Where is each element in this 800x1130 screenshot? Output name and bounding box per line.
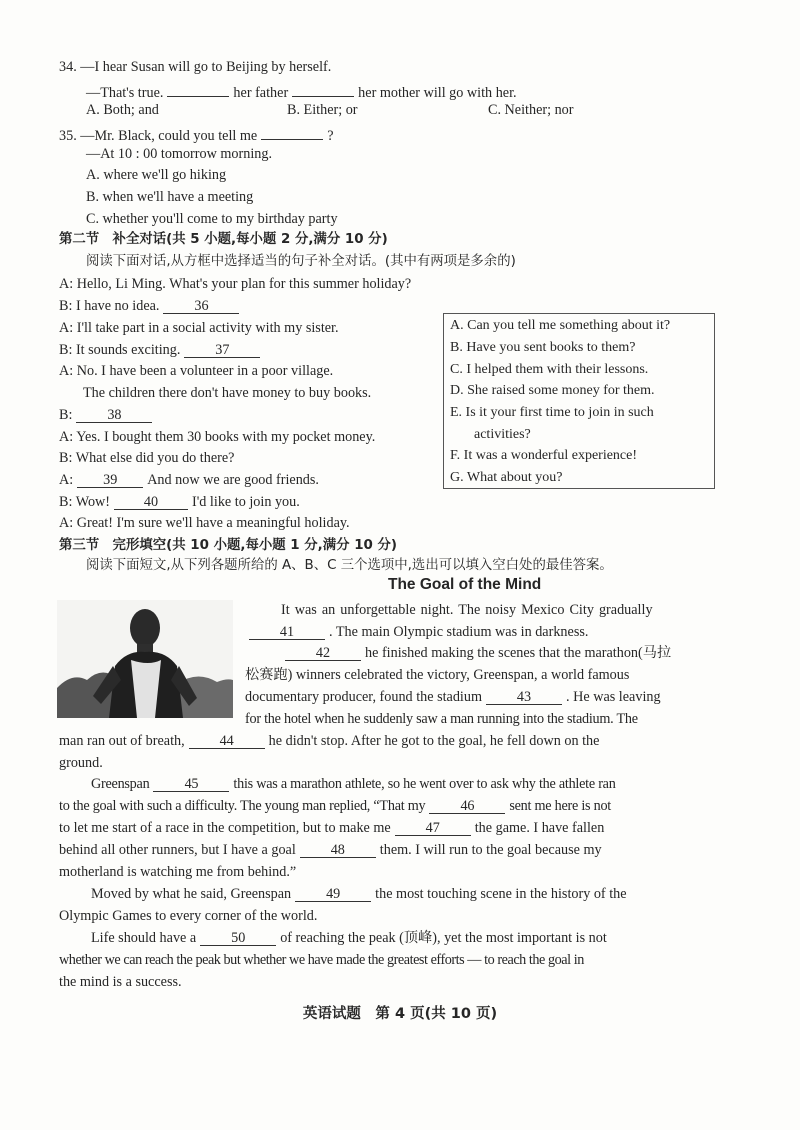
dialogue-line-4: B: It sounds exciting. 37 [59,341,264,359]
dialogue-line-3: A: I'll take part in a social activity with my sister. [59,320,339,336]
passage-line: Olympic Games to every corner of the world. [59,908,318,924]
q34-option-c: C. Neither; nor [488,102,574,118]
blank-50: 50 [200,929,276,946]
q35-reply: —At 10 : 00 tomorrow morning. [86,146,273,162]
dialogue-line-2: B: I have no idea. 36 [59,297,243,315]
passage-line: man ran out of breath, 44 he didn't stop. After he got to the goal, he fell down on the [59,733,600,749]
q34-blank-1 [167,80,229,97]
dialogue-line-5: A: No. I have been a volunteer in a poor village. [59,363,334,379]
blank-36: 36 [163,297,239,314]
q34-option-a: A. Both; and [86,102,159,118]
dialogue-line-8: A: Yes. I bought them 30 books with my pocket money. [59,429,376,445]
dialogue-line-1: A: Hello, Li Ming. What's your plan for this summer holiday? [59,276,412,292]
q34-stem: 34. —I hear Susan will go to Beijing by herself. [59,59,332,75]
section3-instruction: 阅读下面短文,从下列各题所给的 A、B、C 三个选项中,选出可以填入空白处的最佳答案。 [86,558,613,573]
passage-line: 41 . The main Olympic stadium was in darkness. [245,623,588,641]
passage-line: Moved by what he said, Greenspan 49 the most touching scene in the history of the [91,886,627,902]
blank-45: 45 [153,775,229,792]
blank-41: 41 [249,623,325,640]
passage-line: It was an unforgettable night. The noisy Mexico City gradually [281,602,653,618]
dialogue-line-6: The children there don't have money to buy books. [83,385,372,401]
passage-line: to let me start of a race in the competition, but to make me 47 the game. I have fallen [59,820,605,836]
q34-option-b: B. Either; or [287,102,358,118]
q34-blank-2 [292,80,354,97]
q35-option-b: B. when we'll have a meeting [86,189,254,205]
blank-39: 39 [77,471,143,488]
passage-line: 松赛跑) winners celebrated the victory, Greenspan, a world famous [245,667,630,683]
blank-38: 38 [76,406,152,423]
option-b: B. Have you sent books to them? [450,340,636,355]
blank-47: 47 [395,819,471,836]
dialogue-line-10: A: 39 And now we are good friends. [59,472,319,488]
passage-title: The Goal of the Mind [388,576,542,593]
passage-line: ground. [59,755,103,771]
passage-line: for the hotel when he suddenly saw a man running into the stadium. The [245,711,638,727]
q35-option-c: C. whether you'll come to my birthday party [86,211,338,227]
q35-option-a: A. where we'll go hiking [86,167,227,183]
passage-line: motherland is watching me from behind.” [59,864,297,880]
q35-blank [261,123,323,140]
marathon-runner-photo [57,600,233,718]
dialogue-line-7: B: 38 [59,406,156,424]
dialogue-line-9: B: What else did you do there? [59,450,235,466]
blank-49: 49 [295,885,371,902]
passage-line: the mind is a success. [59,974,182,990]
option-c: C. I helped them with their lessons. [450,362,649,377]
option-d: D. She raised some money for them. [450,383,655,398]
passage-line: 42 he finished making the scenes that the marathon(马拉 [281,644,671,662]
passage-line: Greenspan 45 this was a marathon athlete, so he went over to ask why the athlete ran [91,776,616,792]
page-footer: 英语试题 第 4 页(共 10 页) [302,1006,498,1022]
option-e-continued: activities? [474,427,531,442]
q35-stem: 35. —Mr. Black, could you tell me ? [59,123,334,145]
passage-line: to the goal with such a difficulty. The young man replied, “That my 46 sent me here is not [59,798,611,814]
option-f: F. It was a wonderful experience! [450,448,638,463]
section3-heading: 第三节 完形填空(共 10 小题,每小题 1 分,满分 10 分) [59,538,398,553]
option-a: A. Can you tell me something about it? [450,318,671,333]
blank-48: 48 [300,841,376,858]
section2-heading: 第二节 补全对话(共 5 小题,每小题 2 分,满分 10 分) [59,232,388,247]
blank-44: 44 [189,732,265,749]
passage-line: Life should have a 50 of reaching the peak (顶峰), yet the most important is not [91,930,607,946]
options-box [443,313,715,489]
option-g: G. What about you? [450,470,563,485]
blank-37: 37 [184,341,260,358]
q34-line2: —That's true. her father her mother will go with her. [86,80,517,102]
option-e: E. Is it your first time to join in such [450,405,654,420]
dialogue-line-11: B: Wow! 40 I'd like to join you. [59,494,300,510]
passage-line: behind all other runners, but I have a goal 48 them. I will run to the goal because my [59,842,602,858]
dialogue-line-12: A: Great! I'm sure we'll have a meaningful holiday. [59,515,350,531]
section2-instruction: 阅读下面对话,从方框中选择适当的句子补全对话。(其中有两项是多余的) [86,254,516,269]
passage-line: whether we can reach the peak but whether we have made the greatest efforts — to reach the goal in [59,952,584,968]
blank-43: 43 [486,688,562,705]
passage-line: documentary producer, found the stadium 43 . He was leaving [245,689,661,705]
blank-40: 40 [114,493,188,510]
blank-42: 42 [285,644,361,661]
blank-46: 46 [429,797,505,814]
